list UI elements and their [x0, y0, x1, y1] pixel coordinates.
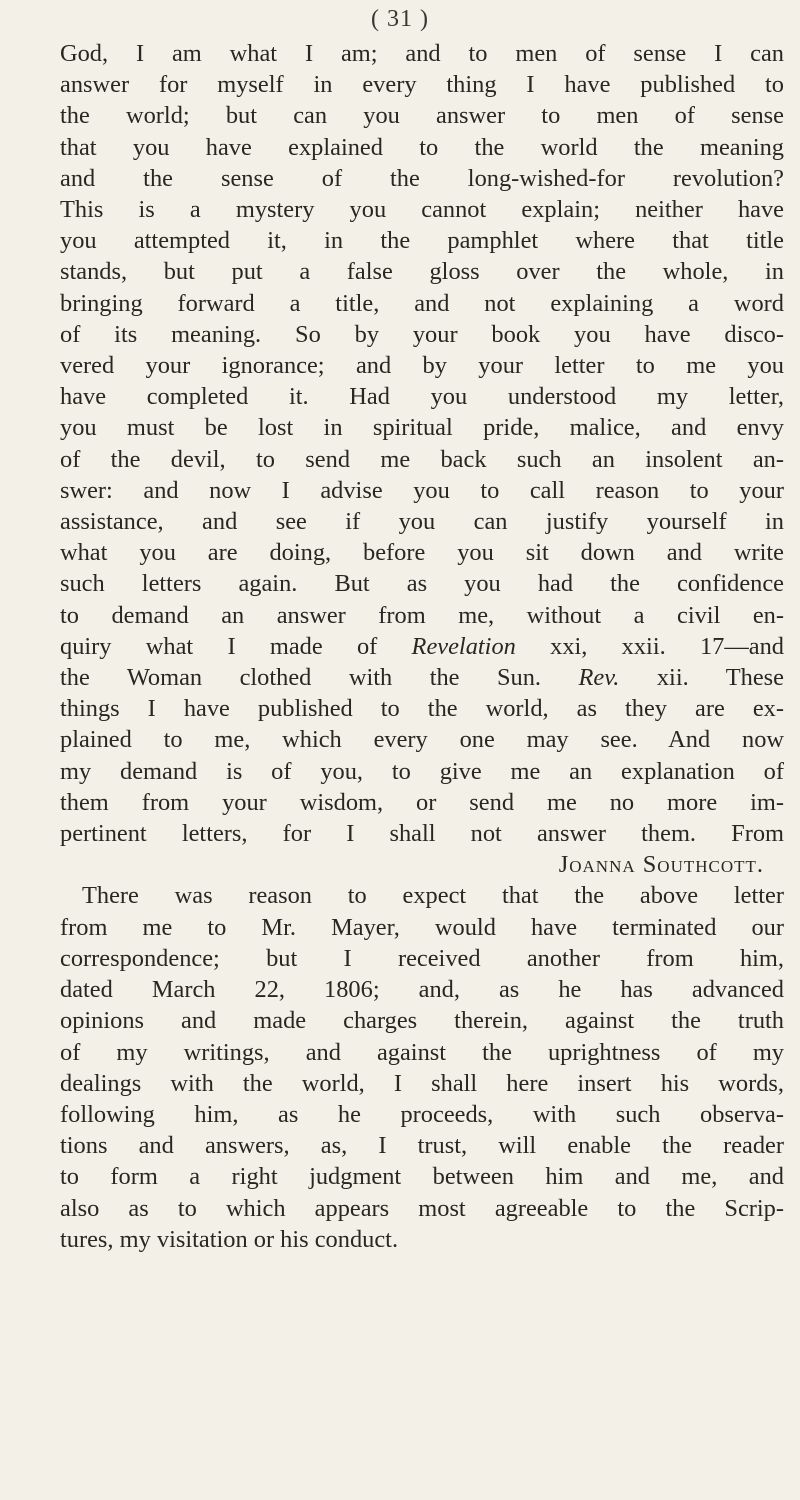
- text-line: of the devil, to send me back such an insolent an-: [60, 445, 784, 473]
- text-line: pertinent letters, for I shall not answer them. From: [60, 820, 784, 848]
- text-line: things I have published to the world, as they are ex-: [60, 695, 784, 723]
- text-line: from me to Mr. Mayer, would have terminated our: [60, 913, 784, 941]
- text-line: what you are doing, before you sit down and write: [60, 539, 784, 567]
- text-line: bringing forward a title, and not explaining a word: [60, 289, 784, 317]
- text-fragment: xii. These: [656, 664, 784, 692]
- text-fragment: quiry what I made of: [60, 632, 378, 660]
- text-line: God, I am what I am; and to men of sense I can: [60, 40, 784, 67]
- text-line: stands, but put a false gloss over the whole, in: [60, 258, 784, 286]
- text-fragment: the Woman clothed with the Sun.: [60, 664, 542, 692]
- text-line: that you have explained to the world the meaning: [60, 133, 784, 161]
- text-line: plained to me, which every one may see. And now: [60, 726, 784, 754]
- text-line: you attempted it, in the pamphlet where that title: [60, 227, 784, 255]
- text-line: and the sense of the long-wished-for revolution?: [60, 164, 784, 192]
- text-line: answer for myself in every thing I have published to: [60, 71, 784, 99]
- text-line: opinions and made charges therein, against the truth: [60, 1007, 784, 1035]
- text-line: This is a mystery you cannot explain; neither have: [60, 196, 784, 224]
- text-line: of my writings, and against the uprightness of my: [60, 1038, 784, 1066]
- text-line: swer: and now I advise you to call reason to your: [60, 476, 784, 504]
- text-line: correspondence; but I received another from him,: [60, 944, 784, 972]
- text-line: following him, as he proceeds, with such observa-: [60, 1100, 784, 1128]
- page-number: ( 31 ): [371, 6, 429, 32]
- text-line-with-reference: [60, 662, 784, 693]
- scripture-reference: Revelation: [411, 632, 516, 660]
- text-line: There was reason to expect that the above letter: [82, 882, 784, 910]
- text-line: also as to which appears most agreeable to the Scrip-: [60, 1194, 784, 1222]
- signature: Joanna Southcott.: [558, 851, 764, 879]
- text-line: tures, my visitation or his conduct.: [60, 1225, 399, 1253]
- text-line: assistance, and see if you can justify yourself in: [60, 508, 784, 536]
- text-line: to demand an answer from me, without a civil en-: [60, 601, 784, 629]
- text-line: tions and answers, as, I trust, will enable the reader: [60, 1132, 784, 1160]
- scripture-reference: Rev.: [578, 664, 620, 692]
- text-line: of its meaning. So by your book you have disco-: [60, 320, 784, 348]
- text-line: to form a right judgment between him and me, and: [60, 1163, 784, 1191]
- text-line: them from your wisdom, or send me no more im-: [60, 788, 784, 816]
- text-line: vered your ignorance; and by your letter to me you: [60, 352, 784, 380]
- text-line: have completed it. Had you understood my letter,: [60, 383, 784, 411]
- text-line: dated March 22, 1806; and, as he has advanced: [60, 976, 784, 1004]
- page-body: [60, 38, 784, 1255]
- text-line: my demand is of you, to give me an explanation of: [60, 757, 784, 785]
- text-line: you must be lost in spiritual pride, malice, and envy: [60, 414, 784, 442]
- text-line-with-reference: [60, 631, 784, 662]
- text-line: dealings with the world, I shall here insert his words,: [60, 1069, 784, 1097]
- text-line: the world; but can you answer to men of sense: [60, 102, 784, 130]
- text-fragment: xxi, xxii. 17—and: [550, 632, 784, 660]
- text-line: such letters again. But as you had the confidence: [60, 570, 784, 598]
